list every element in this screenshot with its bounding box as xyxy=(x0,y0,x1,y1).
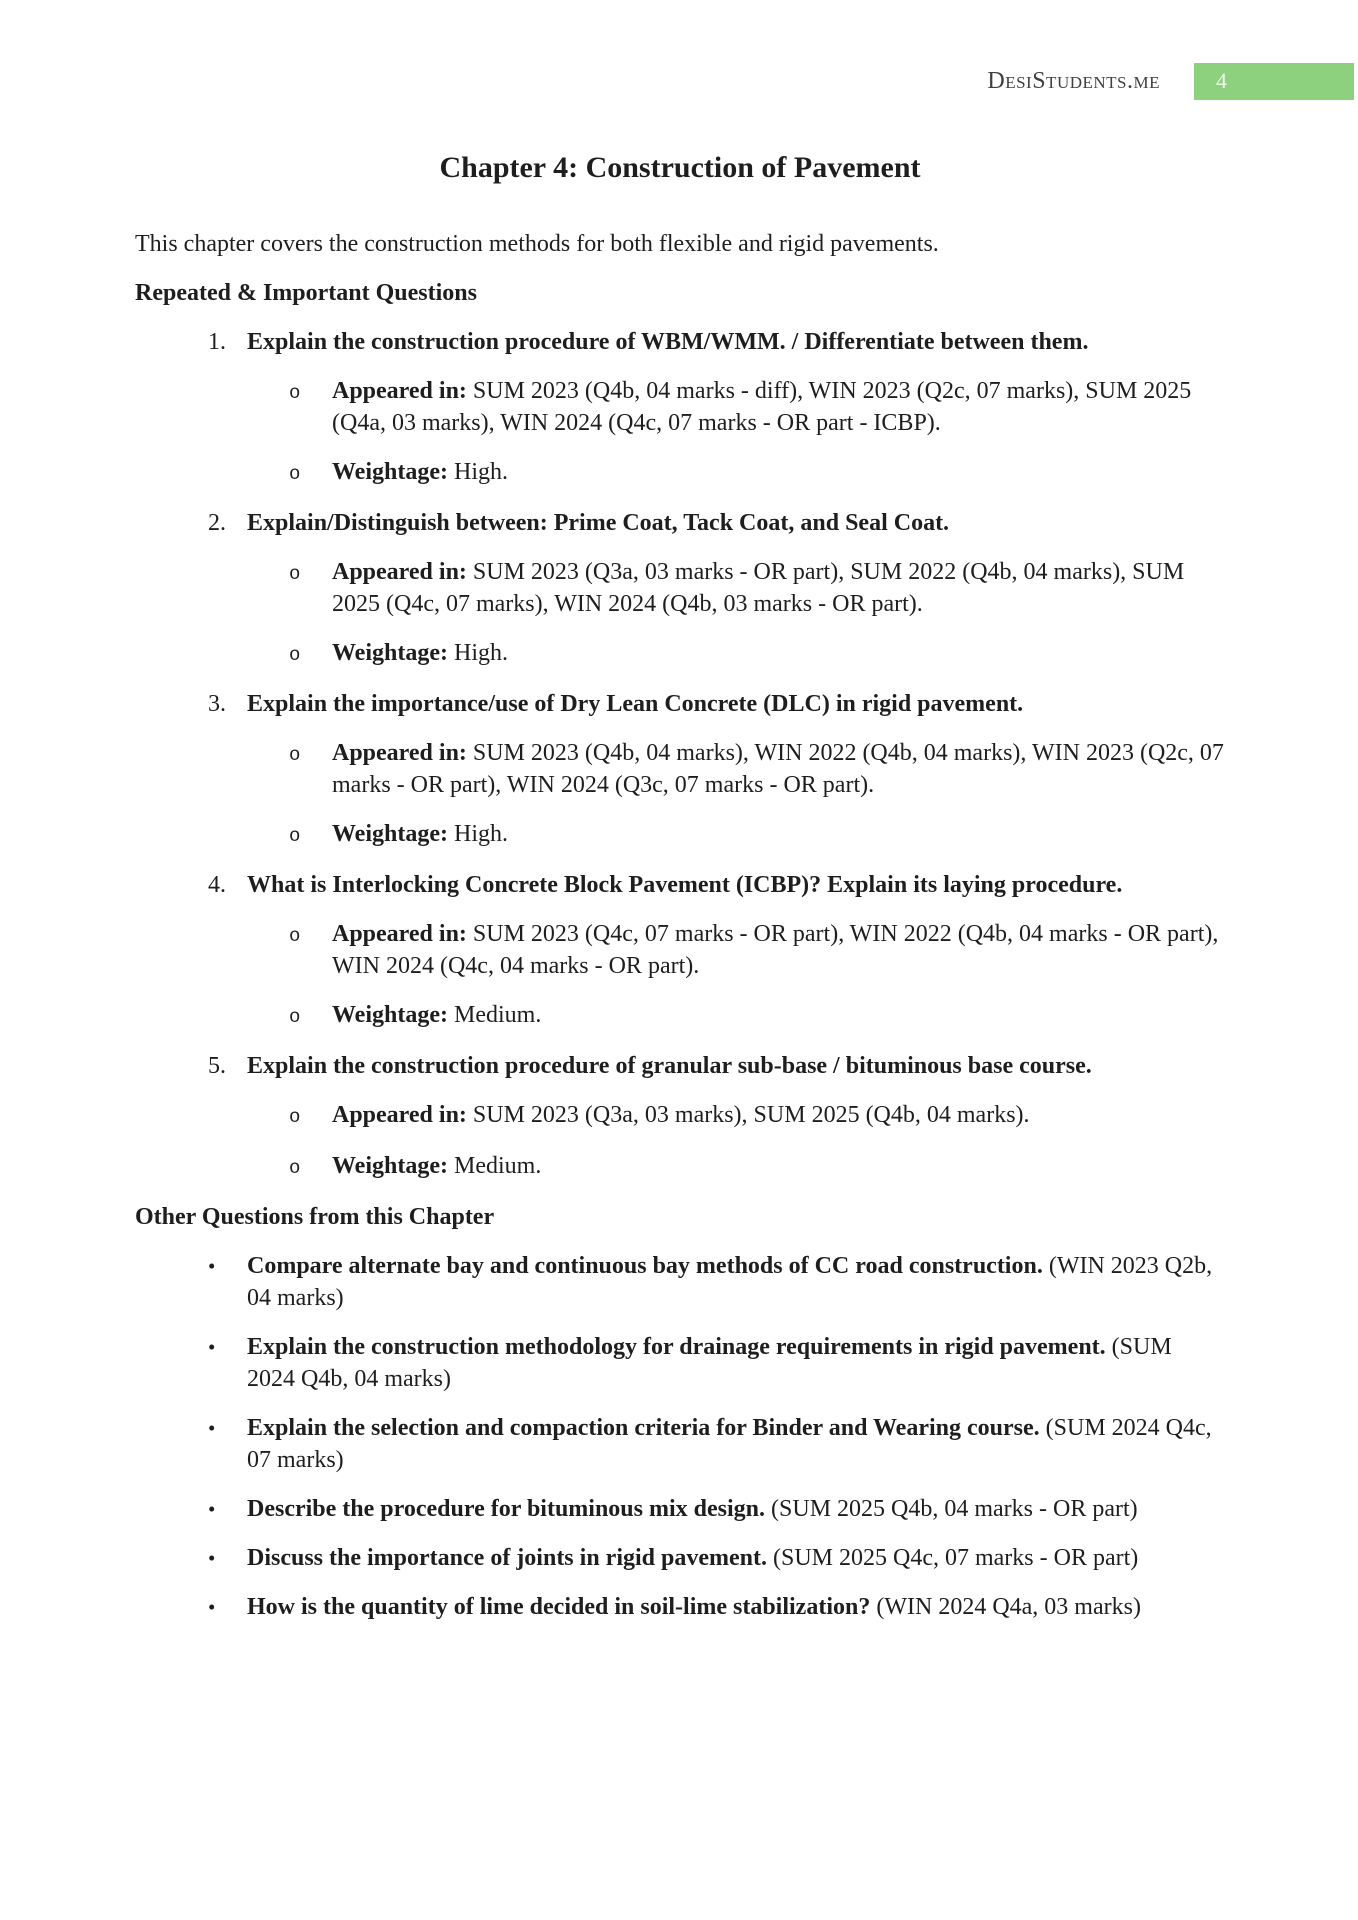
other-question-6 xyxy=(135,1591,1225,1623)
question-text: Explain the construction procedure of granular sub-base / bituminous base course. xyxy=(247,1053,1092,1079)
question-number: 5. xyxy=(208,1053,226,1079)
bullet-icon: • xyxy=(208,1416,216,1440)
other-question-2 xyxy=(135,1331,1225,1395)
section-heading-repeated: Repeated & Important Questions xyxy=(135,280,477,306)
other-question-citation: (WIN 2024 Q4a, 03 marks) xyxy=(876,1594,1141,1620)
other-question-text xyxy=(247,1542,1225,1574)
weightage-text xyxy=(332,456,1225,488)
question-text: Explain the construction procedure of WBM/WMM. / Differentiate between them. xyxy=(247,329,1089,355)
weightage-value: High. xyxy=(453,459,508,485)
other-question-text xyxy=(247,1493,1225,1525)
page-header xyxy=(135,62,1356,100)
question-line xyxy=(135,688,1225,720)
bullet-icon: • xyxy=(208,1595,216,1619)
appeared-line xyxy=(135,737,1225,801)
other-question-citation: (SUM 2025 Q4c, 07 marks - OR part) xyxy=(772,1545,1139,1571)
weightage-label: Weightage: xyxy=(332,1153,448,1179)
question-text: Explain the importance/use of Dry Lean Concrete (DLC) in rigid pavement. xyxy=(247,691,1024,717)
appeared-text xyxy=(332,737,1225,801)
weightage-value: Medium. xyxy=(453,1002,542,1028)
question-line xyxy=(135,507,1225,539)
question-number: 3. xyxy=(208,691,226,717)
question-item-3 xyxy=(135,688,1225,852)
appeared-text xyxy=(332,375,1225,439)
weightage-label: Weightage: xyxy=(332,821,448,847)
other-question-citation: (WIN 2023 Q2b, 04 marks) xyxy=(247,1253,1213,1311)
circle-bullet-icon: o xyxy=(289,1006,301,1028)
appeared-label: Appeared in: xyxy=(332,378,467,404)
appeared-label: Appeared in: xyxy=(332,1102,467,1128)
weightage-line xyxy=(135,1150,1225,1184)
appeared-label: Appeared in: xyxy=(332,740,467,766)
appeared-text xyxy=(332,1099,1225,1131)
weightage-text xyxy=(332,818,1225,850)
other-question-bold: Discuss the importance of joints in rigid pavement. xyxy=(247,1545,767,1571)
other-question-citation: (SUM 2024 Q4b, 04 marks) xyxy=(247,1334,1172,1392)
other-question-text xyxy=(247,1412,1225,1476)
question-line xyxy=(135,326,1225,358)
other-question-bold: Compare alternate bay and continuous bay methods of CC road construction. xyxy=(247,1253,1043,1279)
question-text: What is Interlocking Concrete Block Pavement (ICBP)? Explain its laying procedure. xyxy=(247,872,1123,898)
other-question-bold: Explain the construction methodology for drainage requirements in rigid pavement. xyxy=(247,1334,1106,1360)
appeared-line xyxy=(135,918,1225,982)
page-title: Chapter 4: Construction of Pavement xyxy=(439,151,921,184)
weightage-value: Medium. xyxy=(453,1153,542,1179)
circle-bullet-icon: o xyxy=(289,463,301,485)
section-heading-other: Other Questions from this Chapter xyxy=(135,1204,495,1230)
other-question-text xyxy=(247,1331,1225,1395)
bullet-icon: • xyxy=(208,1335,216,1359)
other-question-5 xyxy=(135,1542,1225,1574)
appeared-text xyxy=(332,556,1225,620)
weightage-label: Weightage: xyxy=(332,640,448,666)
weightage-text xyxy=(332,637,1225,669)
circle-bullet-icon: o xyxy=(289,382,301,404)
question-item-5 xyxy=(135,1050,1225,1184)
other-question-citation: (SUM 2025 Q4b, 04 marks - OR part) xyxy=(771,1496,1138,1522)
weightage-label: Weightage: xyxy=(332,459,448,485)
circle-bullet-icon: o xyxy=(289,744,301,766)
circle-bullet-icon: o xyxy=(289,1157,301,1179)
weightage-value: High. xyxy=(453,821,508,847)
other-question-4 xyxy=(135,1493,1225,1525)
question-number: 1. xyxy=(208,329,226,355)
appeared-value: SUM 2023 (Q3a, 03 marks - OR part), SUM 2022 (Q4b, 04 marks), SUM 2025 (Q4c, 07 marks), WIN 2024 (Q4b, 03 marks - OR part). xyxy=(332,559,1185,617)
other-question-3 xyxy=(135,1412,1225,1476)
question-number: 2. xyxy=(208,510,226,536)
other-question-citation: (SUM 2024 Q4c, 07 marks) xyxy=(247,1415,1212,1473)
question-item-2 xyxy=(135,507,1225,671)
other-question-text xyxy=(247,1250,1225,1314)
weightage-line xyxy=(135,637,1225,671)
weightage-line xyxy=(135,999,1225,1033)
page-number: 4 xyxy=(1216,68,1227,93)
other-question-text xyxy=(247,1591,1225,1623)
question-text: Explain/Distinguish between: Prime Coat, Tack Coat, and Seal Coat. xyxy=(247,510,950,536)
other-question-bold: How is the quantity of lime decided in soil-lime stabilization? xyxy=(247,1594,871,1620)
bullet-icon: • xyxy=(208,1497,216,1521)
other-question-bold: Explain the selection and compaction criteria for Binder and Wearing course. xyxy=(247,1415,1040,1441)
question-line xyxy=(135,1050,1225,1082)
weightage-line xyxy=(135,456,1225,490)
appeared-text xyxy=(332,918,1225,982)
site-name: DesiStudents.me xyxy=(987,68,1160,94)
appeared-line xyxy=(135,556,1225,620)
weightage-line xyxy=(135,818,1225,852)
bullet-icon: • xyxy=(208,1546,216,1570)
appeared-label: Appeared in: xyxy=(332,921,467,947)
bullet-icon: • xyxy=(208,1254,216,1278)
circle-bullet-icon: o xyxy=(289,563,301,585)
appeared-label: Appeared in: xyxy=(332,559,467,585)
question-item-4 xyxy=(135,869,1225,1033)
other-question-bold: Describe the procedure for bituminous mix design. xyxy=(247,1496,766,1522)
circle-bullet-icon: o xyxy=(289,1106,301,1128)
appeared-line xyxy=(135,1099,1225,1133)
appeared-line xyxy=(135,375,1225,439)
circle-bullet-icon: o xyxy=(289,925,301,947)
appeared-value: SUM 2023 (Q4b, 04 marks - diff), WIN 2023 (Q2c, 07 marks), SUM 2025 (Q4a, 03 marks), WIN 2024 (Q4c, 07 marks - OR part - ICBP). xyxy=(332,378,1192,436)
question-item-1 xyxy=(135,326,1225,490)
question-line xyxy=(135,869,1225,901)
weightage-text xyxy=(332,999,1225,1031)
intro-paragraph: This chapter covers the construction methods for both flexible and rigid pavements. xyxy=(135,231,939,257)
weightage-value: High. xyxy=(453,640,508,666)
appeared-value: SUM 2023 (Q4c, 07 marks - OR part), WIN 2022 (Q4b, 04 marks - OR part), WIN 2024 (Q4c, 04 marks - OR part). xyxy=(332,921,1219,979)
question-number: 4. xyxy=(208,872,226,898)
appeared-value: SUM 2023 (Q4b, 04 marks), WIN 2022 (Q4b, 04 marks), WIN 2023 (Q2c, 07 marks - OR part), WIN 2024 (Q3c, 07 marks - OR part). xyxy=(332,740,1224,798)
appeared-value: SUM 2023 (Q3a, 03 marks), SUM 2025 (Q4b, 04 marks). xyxy=(472,1102,1030,1128)
circle-bullet-icon: o xyxy=(289,825,301,847)
weightage-label: Weightage: xyxy=(332,1002,448,1028)
other-question-1 xyxy=(135,1250,1225,1314)
page-number-badge xyxy=(1194,63,1354,100)
circle-bullet-icon: o xyxy=(289,644,301,666)
weightage-text xyxy=(332,1150,1225,1182)
